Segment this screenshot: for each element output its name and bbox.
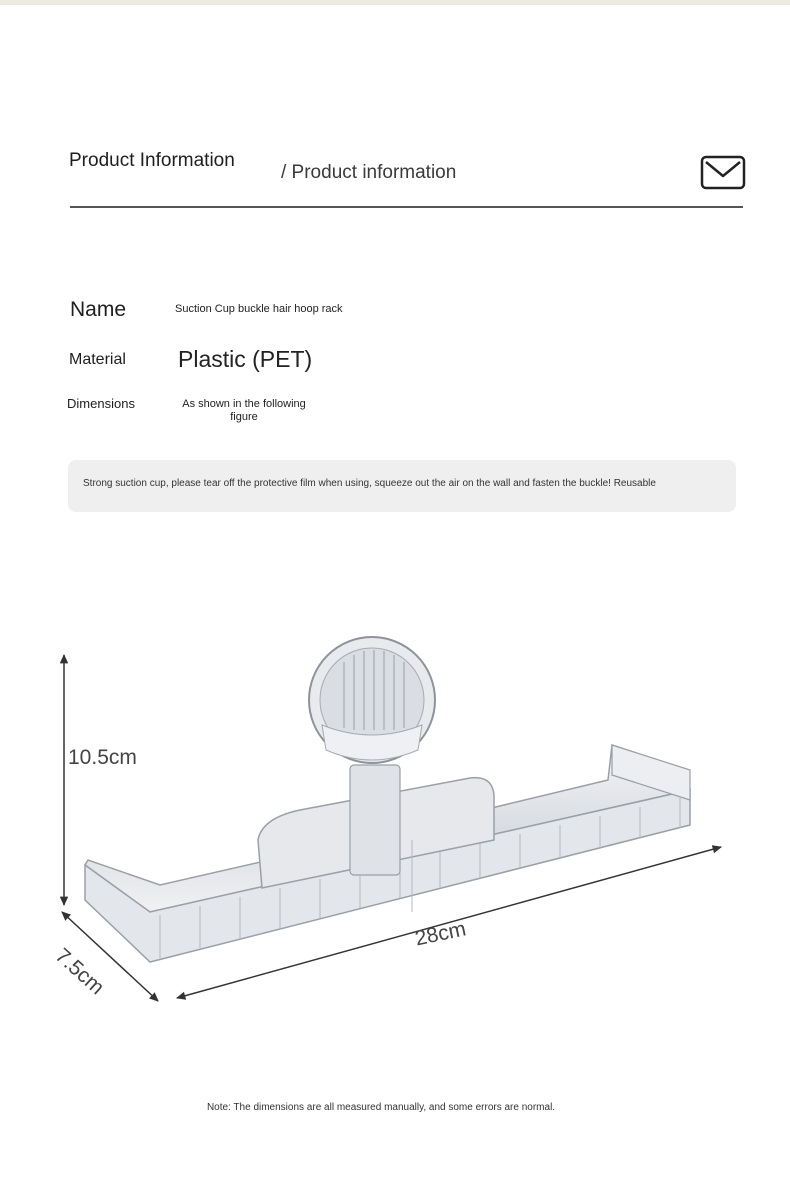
footer-note: Note: The dimensions are all measured manually, and some errors are normal. xyxy=(206,1102,556,1113)
product-dimension-diagram xyxy=(55,620,745,1020)
name-value: Suction Cup buckle hair hoop rack xyxy=(175,303,343,315)
section-subtitle: / Product information xyxy=(281,162,457,183)
dimensions-label: Dimensions xyxy=(67,396,135,411)
width-label: 28cm xyxy=(413,917,469,951)
mail-icon xyxy=(700,155,746,191)
top-bar xyxy=(0,0,790,5)
material-label: Material xyxy=(69,351,126,368)
notice-text: Strong suction cup, please tear off the protective film when using, squeeze out the air on the wall and fasten the buckle! Reusable xyxy=(83,478,656,489)
suction-cup xyxy=(309,637,435,763)
depth-label: 7.5cm xyxy=(50,944,109,1000)
notice-box xyxy=(68,460,736,512)
dimensions-value: As shown in the following figure xyxy=(182,398,306,423)
height-label: 10.5cm xyxy=(68,746,137,769)
section-title: Product Information xyxy=(69,150,235,171)
header-divider xyxy=(70,206,743,208)
name-label: Name xyxy=(70,298,127,321)
material-value: Plastic (PET) xyxy=(178,346,313,372)
